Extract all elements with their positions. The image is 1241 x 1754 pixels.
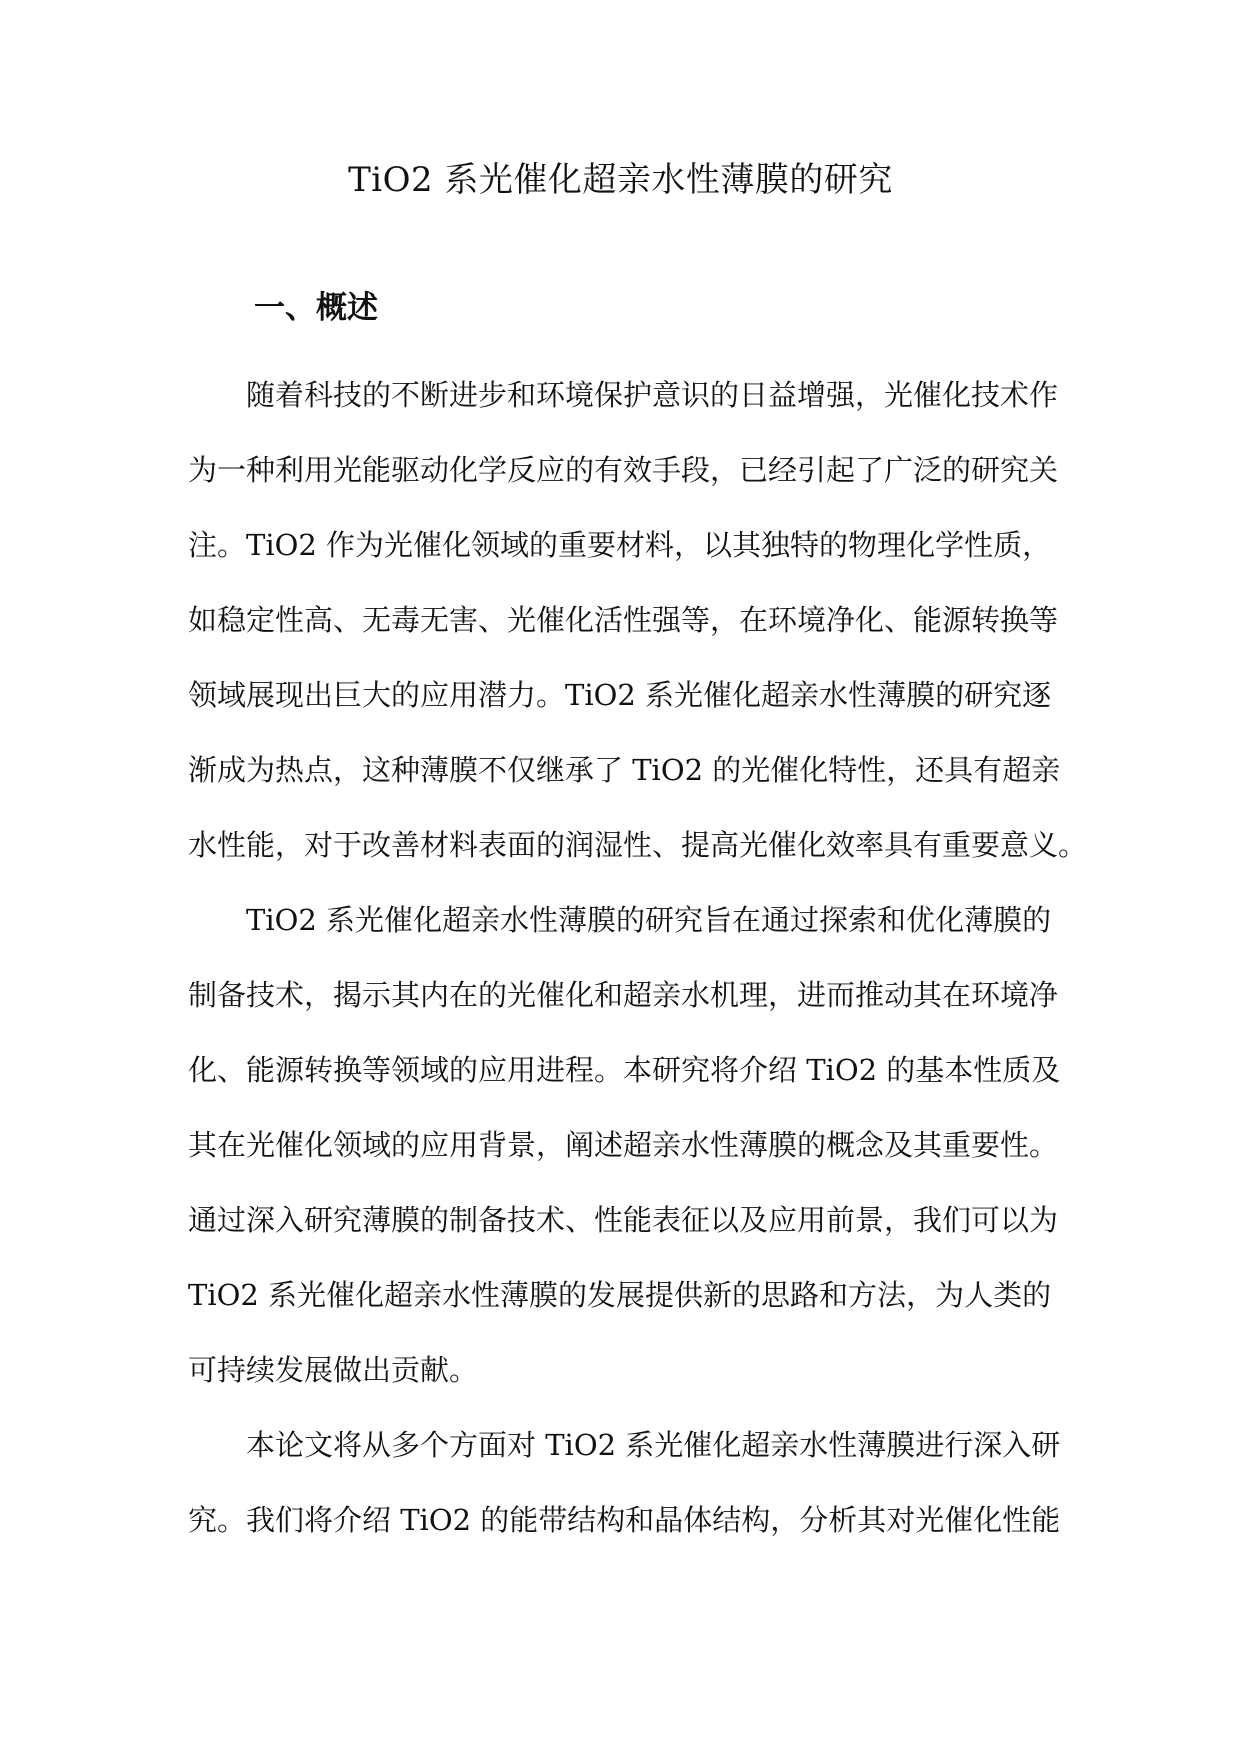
paragraph-line: 化、能源转换等领域的应用进程。本研究将介绍 TiO2 的基本性质及 — [188, 1053, 1061, 1087]
paragraph-line: TiO2 系光催化超亲水性薄膜的研究旨在通过探索和优化薄膜的 — [246, 903, 1052, 937]
paragraph-line: 其在光催化领域的应用背景，阐述超亲水性薄膜的概念及其重要性。 — [188, 1128, 1059, 1162]
paragraph-line: 领域展现出巨大的应用潜力。TiO2 系光催化超亲水性薄膜的研究逐 — [188, 678, 1052, 712]
paragraph-line: 本论文将从多个方面对 TiO2 系光催化超亲水性薄膜进行深入研 — [246, 1428, 1061, 1462]
paragraph-line: 注。TiO2 作为光催化领域的重要材料，以其独特的物理化学性质， — [188, 528, 1052, 562]
section-heading-overview: 一、概述 — [254, 290, 378, 326]
paragraph-line: 水性能，对于改善材料表面的润湿性、提高光催化效率具有重要意义。 — [188, 828, 1088, 862]
paragraph-line: 为一种利用光能驱动化学反应的有效手段，已经引起了广泛的研究关 — [188, 453, 1059, 487]
paragraph-1 — [188, 358, 1088, 883]
paragraph-line: 随着科技的不断进步和环境保护意识的日益增强，光催化技术作 — [246, 378, 1059, 412]
paragraph-line: 渐成为热点，这种薄膜不仅继承了 TiO2 的光催化特性，还具有超亲 — [188, 753, 1061, 787]
paragraph-3 — [188, 1408, 1061, 1558]
paragraph-line: 如稳定性高、无毒无害、光催化活性强等，在环境净化、能源转换等 — [188, 603, 1059, 637]
paragraph-line: 究。我们将介绍 TiO2 的能带结构和晶体结构，分析其对光催化性能 — [188, 1503, 1061, 1537]
document-title: TiO2 系光催化超亲水性薄膜的研究 — [348, 160, 893, 200]
paragraph-line: 通过深入研究薄膜的制备技术、性能表征以及应用前景，我们可以为 — [188, 1203, 1059, 1237]
paragraph-line: 制备技术，揭示其内在的光催化和超亲水机理，进而推动其在环境净 — [188, 978, 1059, 1012]
paragraph-line: TiO2 系光催化超亲水性薄膜的发展提供新的思路和方法，为人类的 — [188, 1278, 1052, 1312]
paragraph-line: 可持续发展做出贡献。 — [188, 1353, 479, 1387]
paragraph-2 — [188, 883, 1061, 1408]
